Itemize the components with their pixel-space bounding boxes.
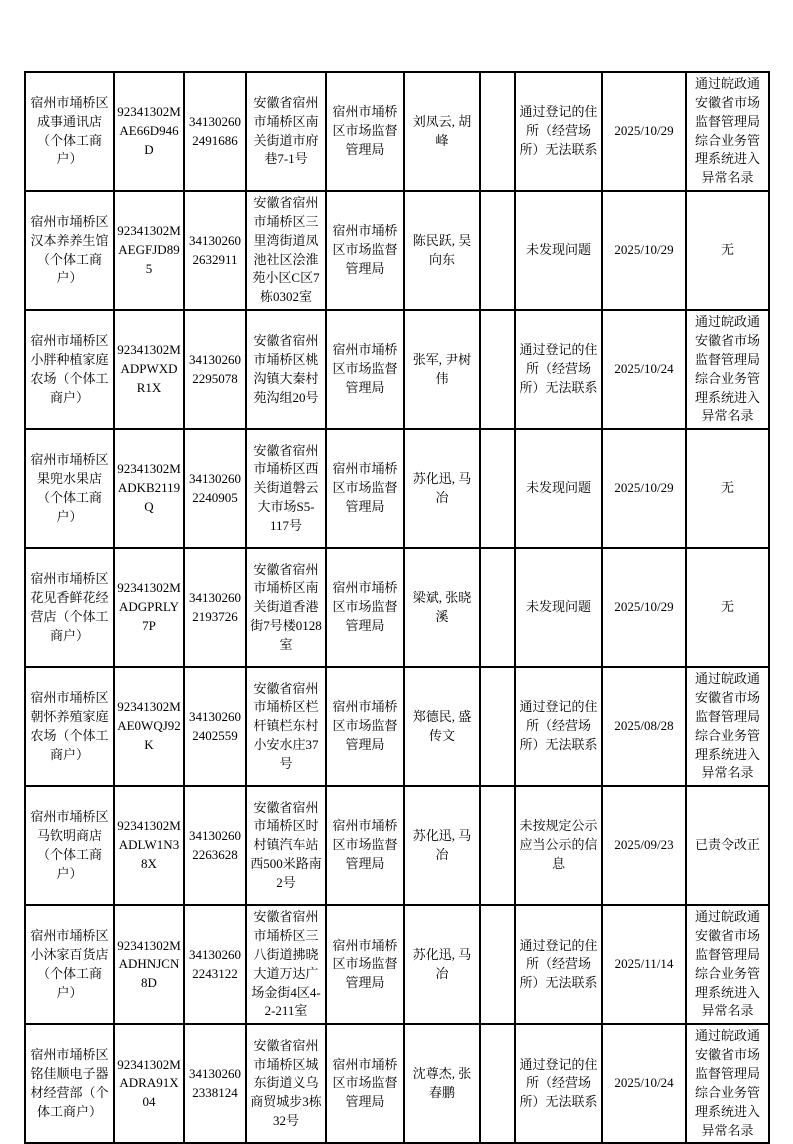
cell-handling-result: 已责令改正	[686, 786, 769, 905]
cell-authority: 宿州市埇桥区市场监督管理局	[326, 429, 404, 548]
cell-address: 安徽省宿州市埇桥区南关街道市府巷7-1号	[246, 72, 326, 191]
cell-registration-number: 341302602295078	[184, 310, 246, 429]
cell-authority: 宿州市埇桥区市场监督管理局	[326, 786, 404, 905]
table-row	[25, 667, 769, 786]
cell-inspection-finding: 未发现问题	[515, 548, 602, 667]
table-row	[25, 786, 769, 905]
cell-inspection-finding: 未按规定公示应当公示的信息	[515, 786, 602, 905]
cell-address: 安徽省宿州市埇桥区三里湾街道凤池社区浍淮苑小区C区7栋0302室	[246, 191, 326, 310]
cell-authority: 宿州市埇桥区市场监督管理局	[326, 905, 404, 1024]
abnormal-operations-table	[24, 71, 770, 1144]
table-row	[25, 548, 769, 667]
cell-business-name: 宿州市埇桥区果兜水果店（个体工商户）	[25, 429, 114, 548]
cell-credit-code: 92341302MADHNJCN8D	[114, 905, 184, 1024]
cell-operators: 郑德民, 盛传文	[404, 667, 480, 786]
cell-registration-number: 341302602240905	[184, 429, 246, 548]
cell-operators: 沈尊杰, 张春鹏	[404, 1024, 480, 1143]
cell-business-name: 宿州市埇桥区铭佳顺电子器材经营部（个体工商户）	[25, 1024, 114, 1143]
table-row	[25, 1024, 769, 1143]
cell-operators: 陈民跃, 吴向东	[404, 191, 480, 310]
cell-handling-result: 通过皖政通安徽省市场监督管理局综合业务管理系统进入异常名录	[686, 1024, 769, 1143]
cell-business-name: 宿州市埇桥区马钦明商店（个体工商户）	[25, 786, 114, 905]
cell-empty	[480, 72, 515, 191]
cell-registration-number: 341302602632911	[184, 191, 246, 310]
cell-credit-code: 92341302MAE0WQJ92K	[114, 667, 184, 786]
cell-empty	[480, 905, 515, 1024]
cell-address: 安徽省宿州市埇桥区三八街道拂晓大道万达广场金街4区4-2-211室	[246, 905, 326, 1024]
cell-date: 2025/10/29	[602, 548, 686, 667]
cell-registration-number: 341302602263628	[184, 786, 246, 905]
cell-handling-result: 无	[686, 429, 769, 548]
cell-credit-code: 92341302MADGPRLY7P	[114, 548, 184, 667]
cell-address: 安徽省宿州市埇桥区桃沟镇大秦村苑沟组20号	[246, 310, 326, 429]
table-row	[25, 905, 769, 1024]
cell-credit-code: 92341302MAE66D946D	[114, 72, 184, 191]
cell-operators: 苏化迅, 马冶	[404, 905, 480, 1024]
table-row	[25, 429, 769, 548]
cell-date: 2025/09/23	[602, 786, 686, 905]
cell-date: 2025/10/29	[602, 429, 686, 548]
cell-inspection-finding: 通过登记的住所（经营场所）无法联系	[515, 72, 602, 191]
cell-handling-result: 通过皖政通安徽省市场监督管理局综合业务管理系统进入异常名录	[686, 667, 769, 786]
cell-authority: 宿州市埇桥区市场监督管理局	[326, 191, 404, 310]
cell-empty	[480, 786, 515, 905]
cell-operators: 梁斌, 张晓溪	[404, 548, 480, 667]
cell-authority: 宿州市埇桥区市场监督管理局	[326, 667, 404, 786]
cell-date: 2025/10/29	[602, 72, 686, 191]
table-row	[25, 72, 769, 191]
cell-authority: 宿州市埇桥区市场监督管理局	[326, 1024, 404, 1143]
cell-registration-number: 341302602338124	[184, 1024, 246, 1143]
cell-inspection-finding: 未发现问题	[515, 191, 602, 310]
cell-empty	[480, 548, 515, 667]
cell-credit-code: 92341302MADPWXDR1X	[114, 310, 184, 429]
cell-business-name: 宿州市埇桥区汉本养养生馆（个体工商户）	[25, 191, 114, 310]
cell-date: 2025/10/29	[602, 191, 686, 310]
cell-date: 2025/11/14	[602, 905, 686, 1024]
cell-date: 2025/10/24	[602, 1024, 686, 1143]
cell-business-name: 宿州市埇桥区成事通讯店（个体工商户）	[25, 72, 114, 191]
cell-business-name: 宿州市埇桥区花见香鲜花经营店（个体工商户）	[25, 548, 114, 667]
cell-authority: 宿州市埇桥区市场监督管理局	[326, 310, 404, 429]
cell-registration-number: 341302602491686	[184, 72, 246, 191]
cell-business-name: 宿州市埇桥区小沐家百货店（个体工商户）	[25, 905, 114, 1024]
cell-handling-result: 通过皖政通安徽省市场监督管理局综合业务管理系统进入异常名录	[686, 310, 769, 429]
cell-inspection-finding: 未发现问题	[515, 429, 602, 548]
cell-credit-code: 92341302MADLW1N38X	[114, 786, 184, 905]
cell-inspection-finding: 通过登记的住所（经营场所）无法联系	[515, 310, 602, 429]
cell-credit-code: 92341302MADKB2119Q	[114, 429, 184, 548]
table-body	[25, 72, 769, 1143]
cell-handling-result: 无	[686, 548, 769, 667]
cell-empty	[480, 310, 515, 429]
cell-registration-number: 341302602402559	[184, 667, 246, 786]
cell-address: 安徽省宿州市埇桥区时村镇汽车站西500米路南2号	[246, 786, 326, 905]
cell-authority: 宿州市埇桥区市场监督管理局	[326, 548, 404, 667]
cell-operators: 刘凤云, 胡峰	[404, 72, 480, 191]
cell-date: 2025/10/24	[602, 310, 686, 429]
cell-business-name: 宿州市埇桥区朝怀养殖家庭农场（个体工商户）	[25, 667, 114, 786]
cell-operators: 苏化迅, 马冶	[404, 429, 480, 548]
cell-empty	[480, 1024, 515, 1143]
cell-credit-code: 92341302MADRA91X04	[114, 1024, 184, 1143]
cell-handling-result: 无	[686, 191, 769, 310]
cell-address: 安徽省宿州市埇桥区南关街道香港街7号楼0128室	[246, 548, 326, 667]
cell-registration-number: 341302602243122	[184, 905, 246, 1024]
cell-operators: 张军, 尹树伟	[404, 310, 480, 429]
cell-handling-result: 通过皖政通安徽省市场监督管理局综合业务管理系统进入异常名录	[686, 905, 769, 1024]
cell-business-name: 宿州市埇桥区小胖种植家庭农场（个体工商户）	[25, 310, 114, 429]
cell-operators: 苏化迅, 马冶	[404, 786, 480, 905]
cell-inspection-finding: 通过登记的住所（经营场所）无法联系	[515, 1024, 602, 1143]
cell-handling-result: 通过皖政通安徽省市场监督管理局综合业务管理系统进入异常名录	[686, 72, 769, 191]
cell-empty	[480, 191, 515, 310]
table-row	[25, 310, 769, 429]
cell-registration-number: 341302602193726	[184, 548, 246, 667]
table-row	[25, 191, 769, 310]
cell-inspection-finding: 通过登记的住所（经营场所）无法联系	[515, 667, 602, 786]
cell-address: 安徽省宿州市埇桥区城东街道义乌商贸城步3栋32号	[246, 1024, 326, 1143]
cell-inspection-finding: 通过登记的住所（经营场所）无法联系	[515, 905, 602, 1024]
cell-credit-code: 92341302MAEGFJD895	[114, 191, 184, 310]
cell-empty	[480, 667, 515, 786]
cell-address: 安徽省宿州市埇桥区西关街道磐云大市场S5-117号	[246, 429, 326, 548]
cell-empty	[480, 429, 515, 548]
cell-address: 安徽省宿州市埇桥区栏杆镇栏东村小安水庄37号	[246, 667, 326, 786]
cell-authority: 宿州市埇桥区市场监督管理局	[326, 72, 404, 191]
cell-date: 2025/08/28	[602, 667, 686, 786]
